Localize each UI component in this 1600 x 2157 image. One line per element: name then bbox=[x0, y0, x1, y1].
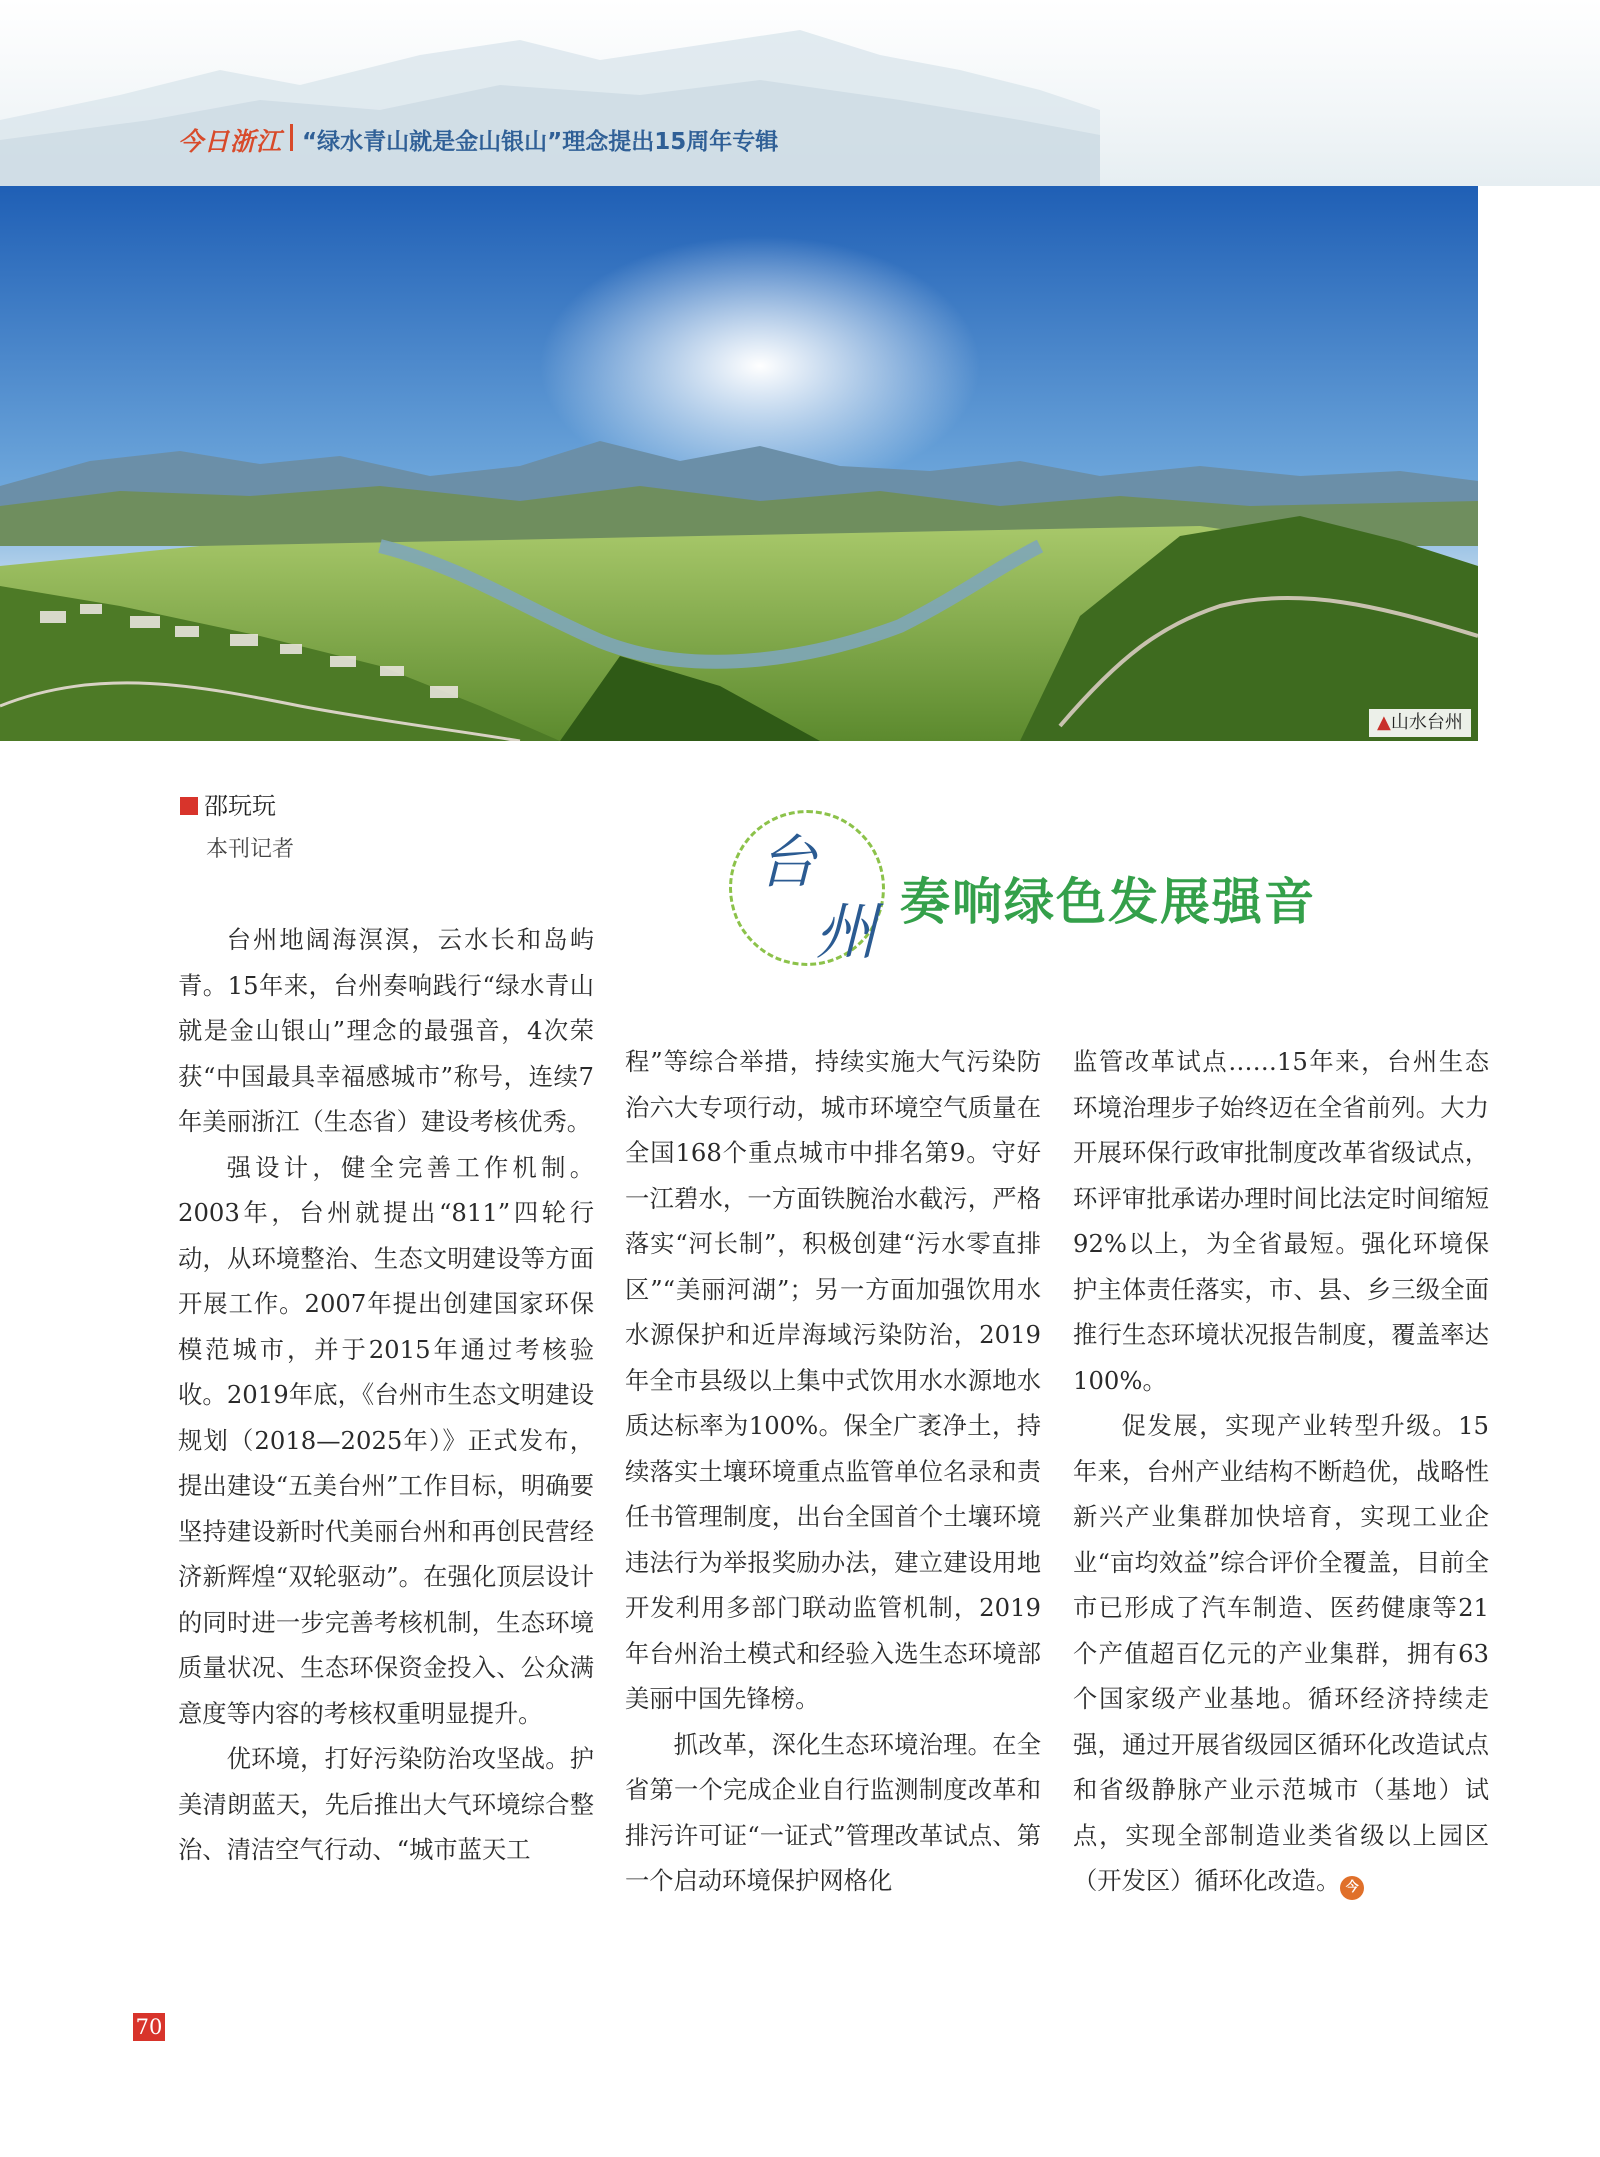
body-column-3 bbox=[1073, 1039, 1489, 1904]
paragraph: 优环境，打好污染防治攻坚战。护美清朗蓝天，先后推出大气环境综合整治、清洁空气行动、“城市蓝天工 bbox=[178, 1744, 594, 1864]
paragraph bbox=[1073, 1403, 1489, 1904]
body-column-2 bbox=[625, 1039, 1041, 1904]
paragraph: 程”等综合举措，持续实施大气污染防治六大专项行动，城市环境空气质量在全国168个重点城市中排名第9。守好一江碧水，一方面铁腕治水截污，严格落实“河长制”，积极创建“污水零直排区”“美丽河湖”；另一方面加强饮用水水源保护和近岸海域污染防治，2019年全市县级以上集中式饮用水水源地水质达标率为100%。保全广袤净土，持续落实土壤环境重点监管单位名录和责任书管理制度，出台全国首个土壤环境违法行为举报奖励办法，建立建设用地开发利用多部门联动监管机制，2019年台州治土模式和经验入选生态环境部美丽中国先锋榜。 bbox=[625, 1047, 1041, 1713]
title-char-tai: 台 bbox=[758, 828, 817, 896]
paragraph: 台州地阔海溟溟，云水长和岛屿青。15年来，台州奏响践行“绿水青山就是金山银山”理念的最强音，4次荣获“中国最具幸福感城市”称号，连续7年美丽浙江（生态省）建设考核优秀。 bbox=[178, 925, 594, 1136]
end-mark-icon: 今 bbox=[1340, 1876, 1364, 1900]
series-title: “绿水青山就是金山银山”理念提出15周年专辑 bbox=[302, 129, 779, 155]
header-band bbox=[0, 0, 1600, 186]
body-column-1 bbox=[178, 917, 594, 1873]
brand-logo: 今日浙江 bbox=[178, 127, 283, 156]
paragraph: 抓改革，深化生态环境治理。在全省第一个完成企业自行监测制度改革和排污许可证“一证式”管理改革试点、第一个启动环境保护网格化 bbox=[625, 1729, 1041, 1895]
caption-marker: ▲ bbox=[1377, 712, 1391, 733]
article-title bbox=[725, 810, 1345, 980]
author-byline bbox=[180, 786, 276, 821]
title-subtitle: 奏响绿色发展强音 bbox=[900, 873, 1316, 931]
author-role: 本刊记者 bbox=[206, 837, 295, 862]
paragraph: 监管改革试点……15年来，台州生态环境治理步子始终迈在全省前列。大力开展环保行政审批制度改革省级试点，环评审批承诺办理时间比法定时间缩短92%以上，为全省最短。强化环境保护主体责任落实，市、县、乡三级全面推行生态环境状况报告制度，覆盖率达100%。 bbox=[1073, 1047, 1489, 1395]
page-number: 70 bbox=[133, 2013, 165, 2041]
author-name: 邵玩玩 bbox=[204, 792, 276, 820]
title-char-zhou: 州 bbox=[815, 895, 878, 968]
paragraph: 强设计，健全完善工作机制。2003年，台州就提出“811”四轮行动，从环境整治、生态文明建设等方面开展工作。2007年提出创建国家环保模范城市，并于2015年通过考核验收。2019年底，《台州市生态文明建设规划（2018—2025年）》正式发布，提出建设“五美台州”工作目标，明确要坚持建设新时代美丽台州和再创民营经济新辉煌“双轮驱动”。在强化顶层设计的同时进一步完善考核机制，生态环境质量状况、生态环保资金投入、公众满意度等内容的考核权重明显提升。 bbox=[178, 1152, 594, 1728]
hero-photo bbox=[0, 186, 1478, 741]
byline-square-icon bbox=[180, 797, 198, 815]
landscape-illustration bbox=[0, 186, 1478, 741]
photo-caption bbox=[1369, 709, 1471, 737]
caption-text: 山水台州 bbox=[1390, 712, 1463, 733]
mountain-mist-decoration bbox=[0, 0, 1600, 186]
header-separator bbox=[290, 124, 293, 151]
paragraph-text: 促发展，实现产业转型升级。15年来，台州产业结构不断趋优，战略性新兴产业集群加快培育，实现工业企业“亩均效益”综合评价全覆盖，目前全市已形成了汽车制造、医药健康等21个产值超百亿元的产业集群，拥有63个国家级产业基地。循环经济持续走强，通过开展省级园区循环化改造试点和省级静脉产业示范城市（基地）试点，实现全部制造业类省级以上园区（开发区）循环化改造。 bbox=[1073, 1411, 1489, 1895]
